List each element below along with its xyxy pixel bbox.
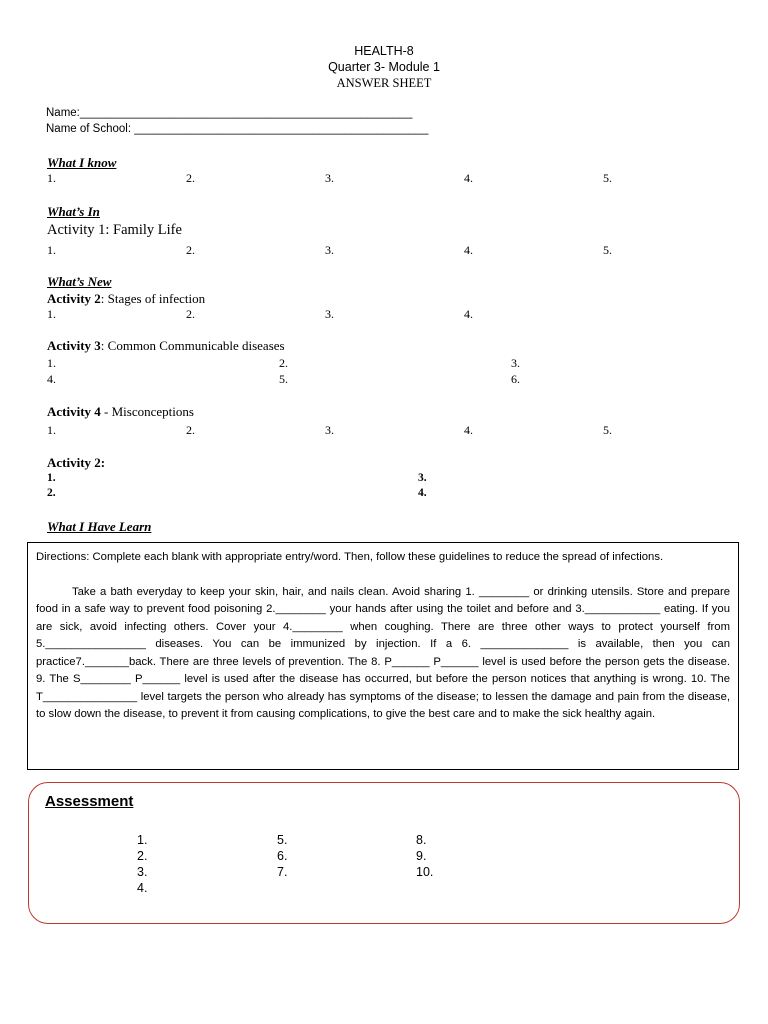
- section-what-i-know: What I know: [47, 155, 117, 170]
- answer-number: 4.: [464, 243, 473, 257]
- answer-number: 3.: [325, 307, 334, 321]
- answer-number: 9.: [416, 849, 427, 863]
- section-whats-new: What’s New: [47, 274, 112, 289]
- answer-number: 4.: [47, 372, 56, 386]
- answer-number: 7.: [277, 865, 288, 879]
- answer-number: 1.: [137, 833, 148, 847]
- answer-number: 2.: [186, 171, 195, 185]
- answer-number: 3.: [137, 865, 148, 879]
- section-whats-in: What’s In: [47, 204, 100, 219]
- activity-1-heading: [47, 222, 182, 239]
- activity-3-heading: [47, 338, 285, 354]
- answer-number: 2.: [279, 356, 288, 370]
- answer-number: 1.: [47, 356, 56, 370]
- answer-number: 5.: [277, 833, 288, 847]
- activity-2-heading: [47, 291, 205, 307]
- doc-title: HEALTH-8: [354, 44, 414, 58]
- answer-number: 1.: [47, 243, 56, 257]
- doc-answer-sheet-label: ANSWER SHEET: [336, 76, 432, 90]
- activity-label: Activity 1: [47, 222, 106, 238]
- activity-2b-heading: Activity 2:: [47, 455, 106, 470]
- doc-subtitle: Quarter 3- Module 1: [328, 60, 440, 74]
- directions-box: [27, 542, 739, 770]
- answer-number: 2.: [186, 423, 195, 437]
- activity-title: - Misconceptions: [100, 404, 194, 419]
- section-what-i-have-learn: What I Have Learn: [47, 519, 152, 534]
- answer-number: 5.: [603, 423, 612, 437]
- answer-number: 10.: [416, 865, 434, 879]
- answer-number: 5.: [603, 171, 612, 185]
- activity-title: : Stages of infection: [100, 291, 206, 306]
- answer-number: 2.: [186, 307, 195, 321]
- answer-number: 4.: [464, 307, 473, 321]
- answer-number: 4.: [464, 171, 473, 185]
- answer-number: 3.: [325, 423, 334, 437]
- answer-number: 6.: [511, 372, 520, 386]
- answer-number: 2.: [137, 849, 148, 863]
- answer-number: 3.: [325, 171, 334, 185]
- activity-4-heading: [47, 404, 194, 420]
- name-field[interactable]: Name:____________________________________________________: [46, 107, 413, 119]
- answer-number: 1.: [47, 472, 56, 484]
- answer-number: 4.: [418, 487, 427, 499]
- answer-number: 1.: [47, 423, 56, 437]
- activity-title: : Family Life: [105, 222, 182, 238]
- school-field[interactable]: Name of School: ______________________________________________: [46, 123, 429, 135]
- activity-label: Activity 3: [47, 338, 101, 353]
- answer-number: 2.: [186, 243, 195, 257]
- assessment-title: Assessment: [45, 793, 134, 810]
- answer-number: 5.: [603, 243, 612, 257]
- answer-number: 1.: [47, 307, 56, 321]
- answer-number: 3.: [418, 472, 427, 484]
- answer-number: 2.: [47, 487, 56, 499]
- answer-number: 3.: [511, 356, 520, 370]
- answer-number: 3.: [325, 243, 334, 257]
- assessment-box: [28, 782, 740, 924]
- answer-number: 4.: [464, 423, 473, 437]
- answer-number: 8.: [416, 833, 427, 847]
- answer-number: 6.: [277, 849, 288, 863]
- answer-number: 5.: [279, 372, 288, 386]
- directions-text: Directions: Complete each blank with appropriate entry/word. Then, follow these guidelines to reduce the spread of infections.: [36, 551, 664, 563]
- activity-title: : Common Communicable diseases: [100, 338, 285, 353]
- activity-label: Activity 4: [47, 404, 101, 419]
- fill-in-paragraph: Take a bath everyday to keep your skin, hair, and nails clean. Avoid sharing 1. ________ or drinking utensils. Store and prepare food in a safe way to prevent food poisoning 2.________ your hands after using the toilet and before and 3.____________ eating. If you are sick, avoid infecting others. Cover your 4.________ when coughing. There are three other ways to protect yourself from 5.________________ diseases. You can be immunized by injection. If a 6. ______________ is available, then you can practice7._______back. There are three levels of prevention. The 8. P______ P______ level is used before the person gets the disease. 9. The S________ P______ level is used after the disease has occurred, but before the person notices that anything is wrong. 10. The T_______________ level targets the person who already has symptoms of the disease; to lessen the damage and pain from the disease, to slow down the disease, to prevent it from causing complications, to give the best care and to make the sick healthy again.: [36, 585, 730, 720]
- answer-number: 4.: [137, 881, 148, 895]
- activity-label: Activity 2: [47, 291, 101, 306]
- answer-number: 1.: [47, 171, 56, 185]
